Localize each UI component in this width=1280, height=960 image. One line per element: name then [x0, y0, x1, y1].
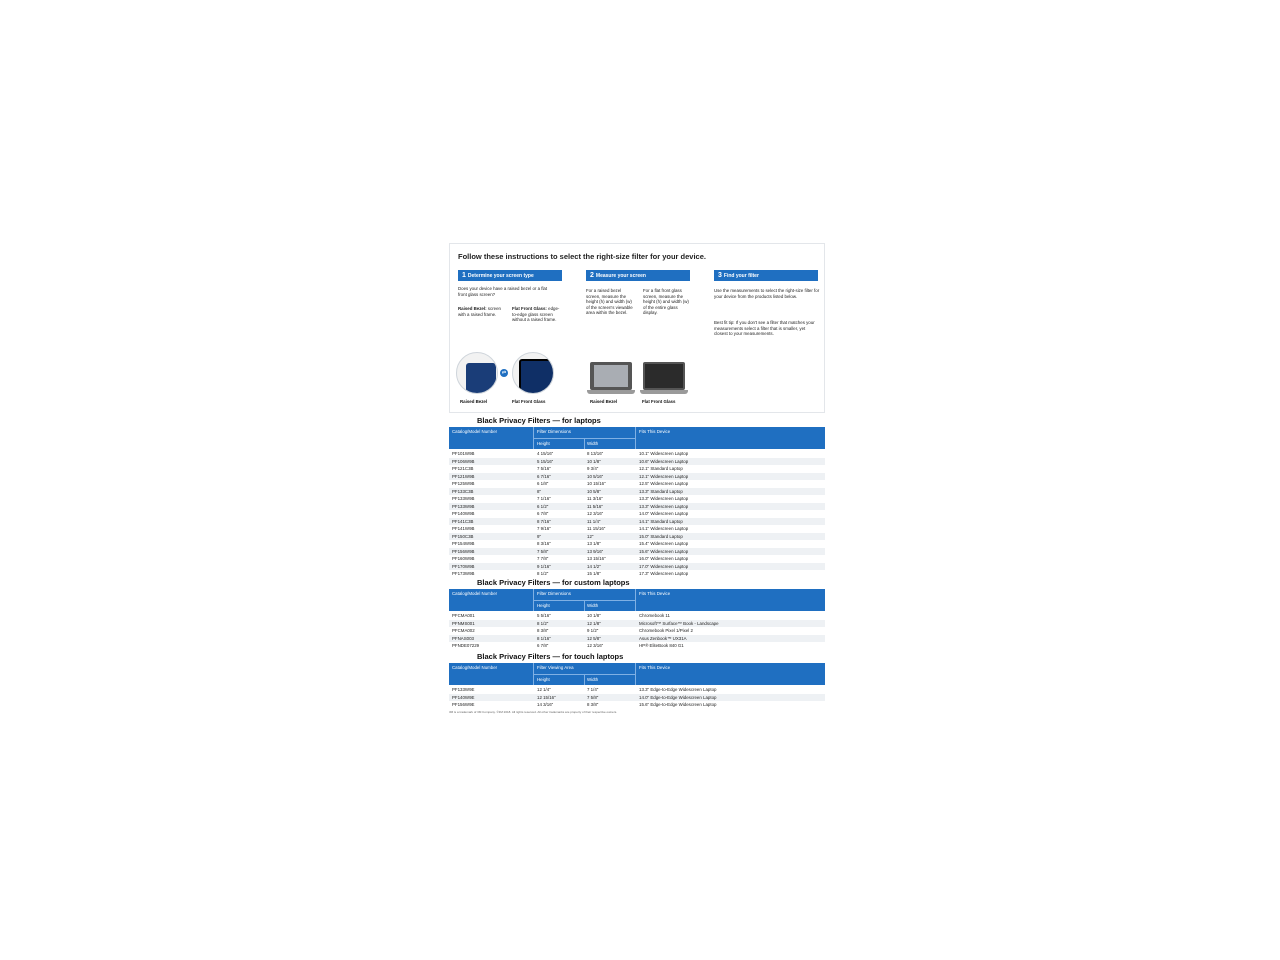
table-row: [449, 642, 825, 650]
height-cell: 7 9/16": [537, 526, 551, 531]
width-cell: 7 1/4": [587, 687, 599, 692]
step-1-question: Does your device have a raised bezel or a flat front glass screen?: [458, 286, 548, 297]
fits-cell: 16.0" Widescreen Laptop: [639, 556, 689, 561]
catalog-cell: PFCMA002: [452, 628, 475, 633]
step-3-bar: 3 Find your filter: [714, 270, 818, 281]
step-3-tip: Best fit tip: If you don't see a filter that matches your measurements select a filter that is smaller, yet closest to your measurements.: [714, 320, 815, 337]
fits-cell: 13.3" Standard Laptop: [639, 488, 683, 494]
fits-cell: Asus Zenbook™ UX31A: [639, 635, 687, 641]
height-cell: 6 1/8": [537, 481, 549, 486]
catalog-cell: PF173W9B: [452, 571, 475, 576]
table-row: [449, 627, 825, 635]
table-row: [449, 495, 825, 503]
catalog-cell: PF121C3B: [452, 466, 474, 471]
width-cell: 13 15/16": [587, 556, 606, 561]
fits-cell: 17.3" Widescreen Laptop: [639, 571, 689, 576]
height-cell: 5 5/16": [537, 613, 551, 618]
width-cell: 10 5/16": [587, 473, 604, 479]
fits-cell: 15.6" Widescreen Laptop: [639, 548, 689, 554]
height-cell: 8 3/8": [537, 628, 549, 633]
width-cell: 9 1/2": [587, 628, 599, 633]
table-touch-title: Black Privacy Filters — for touch laptops: [477, 652, 624, 661]
table-row: [449, 458, 825, 466]
catalog-cell: PF140W9E: [452, 694, 475, 700]
raised-bezel-laptop-image: [590, 362, 632, 398]
table-laptops-title: Black Privacy Filters — for laptops: [477, 416, 601, 425]
height-cell: 8 1/16": [537, 635, 551, 641]
width-cell: 10 15/16": [587, 481, 606, 486]
catalog-cell: PF133W9B: [452, 503, 475, 509]
catalog-cell: PFNMS001: [452, 620, 475, 626]
width-cell: 8 3/8": [587, 702, 599, 707]
width-cell: 7 5/8": [587, 694, 599, 700]
fits-cell: 17.0" Widescreen Laptop: [639, 563, 689, 569]
step-2-flat-text: For a flat front glass screen, measure the height (h) and width (w) of the entire glass display.: [643, 288, 689, 316]
height-cell: 7 5/8": [537, 548, 549, 554]
table-row: [449, 686, 825, 694]
table-row: [449, 570, 825, 578]
height-cell: 6 7/8": [537, 511, 549, 516]
fits-cell: 14.1" Standard Laptop: [639, 518, 683, 524]
swap-icon: ⇄: [501, 370, 507, 376]
table-touch-header: Catalog/Model Number Filter Viewing Area Height Width Fits This Device: [449, 663, 825, 685]
caption-raised-bezel: Raised Bezel: [460, 399, 488, 404]
catalog-cell: PF101W9B: [452, 451, 475, 456]
height-cell: 8 1/2": [537, 620, 549, 626]
instructions-heading: Follow these instructions to select the right-size filter for your device.: [458, 252, 706, 261]
height-cell: 8 7/16": [537, 518, 551, 524]
width-cell: 15 1/8": [587, 571, 601, 576]
catalog-cell: PFNAS003: [452, 635, 474, 641]
table-row: [449, 635, 825, 643]
fits-cell: 12.1" Standard Laptop: [639, 466, 683, 471]
raised-bezel-image: [456, 352, 498, 394]
table-row: [449, 563, 825, 571]
fits-cell: 14.1" Widescreen Laptop: [639, 526, 689, 531]
table-row: [449, 694, 825, 702]
step-1-bar: 1 Determine your screen type: [458, 270, 562, 281]
step-2-raised-text: For a raised bezel screen, measure the height (h) and width (w) of the screen's viewable area within the bezel.: [586, 288, 633, 316]
instructions-card: [449, 243, 825, 413]
flat-glass-laptop-image: [643, 362, 685, 398]
fits-cell: 12.5" Widescreen Laptop: [639, 481, 689, 486]
table-custom-header: Catalog/Model Number Filter Dimensions Height Width Fits This Device: [449, 589, 825, 611]
catalog-cell: PF141W9B: [452, 526, 475, 531]
fits-cell: 10.1" Widescreen Laptop: [639, 451, 689, 456]
fits-cell: 14.0" Edge-to-Edge Widescreen Laptop: [639, 694, 717, 700]
table-row: [449, 503, 825, 511]
width-cell: 12 5/8": [587, 635, 601, 641]
catalog-cell: PFCMA001: [452, 613, 475, 618]
width-cell: 12 3/16": [587, 643, 604, 648]
width-cell: 13 1/8": [587, 541, 601, 546]
height-cell: 9": [537, 533, 542, 539]
catalog-cell: PF133W9E: [452, 687, 475, 692]
fits-cell: HP® EliteBook 840 G1: [639, 643, 684, 648]
table-row: [449, 480, 825, 488]
fits-cell: 15.6" Edge-to-Edge Widescreen Laptop: [639, 702, 717, 707]
width-cell: 11 15/16": [587, 526, 606, 531]
fits-cell: 15.4" Widescreen Laptop: [639, 541, 689, 546]
height-cell: 4 15/16": [537, 451, 554, 456]
table-row: [449, 518, 825, 526]
caption-flat-front-glass: Flat Front Glass: [512, 399, 546, 404]
catalog-cell: PF121W9B: [452, 473, 475, 479]
table-row: [449, 525, 825, 533]
table-row: [449, 510, 825, 518]
width-cell: 10 1/8": [587, 613, 601, 618]
width-cell: 10 5/8": [587, 488, 601, 494]
fits-cell: Chromebook Pixel 1/Pixel 2: [639, 628, 693, 633]
table-row: [449, 701, 825, 709]
catalog-cell: PFNDE07229: [452, 643, 480, 648]
table-row: [449, 488, 825, 496]
table-row: [449, 450, 825, 458]
catalog-cell: PF150C3B: [452, 533, 474, 539]
catalog-cell: PF140W9B: [452, 511, 475, 516]
height-cell: 7 5/16": [537, 466, 551, 471]
width-cell: 10 1/8": [587, 458, 601, 464]
fits-cell: 12.1" Widescreen Laptop: [639, 473, 689, 479]
flat-front-glass-image: [512, 352, 554, 394]
catalog-cell: PF156W9E: [452, 702, 475, 707]
table-laptops-header: Catalog/Model Number Filter Dimensions Height Width Fits This Device: [449, 427, 825, 449]
width-cell: 14 1/2": [587, 563, 601, 569]
width-cell: 9 3/4": [587, 466, 599, 471]
caption-step2-flat: Flat Front Glass: [642, 399, 676, 404]
footer-legal-text: 3M is a trademark of 3M Company. ©3M 2018. All rights reserved. All other trademarks are property of their respective owners.: [449, 710, 618, 714]
table-row: [449, 548, 825, 556]
step-2-bar: 2 Measure your screen: [586, 270, 690, 281]
catalog-cell: PF170W9B: [452, 563, 475, 569]
width-cell: 12": [587, 533, 594, 539]
width-cell: 13 9/16": [587, 548, 604, 554]
height-cell: 9 1/16": [537, 563, 551, 569]
fits-cell: 15.0" Standard Laptop: [639, 533, 683, 539]
fits-cell: Chromebook 11: [639, 613, 670, 618]
table-custom-title: Black Privacy Filters — for custom laptops: [477, 578, 630, 587]
height-cell: 8 3/16": [537, 541, 551, 546]
table-row: [449, 555, 825, 563]
catalog-cell: PF141C3B: [452, 518, 474, 524]
fits-cell: 13.3" Edge-to-Edge Widescreen Laptop: [639, 687, 717, 692]
catalog-cell: PF154W9B: [452, 541, 475, 546]
width-cell: 11 1/4": [587, 518, 601, 524]
table-row: [449, 533, 825, 541]
catalog-cell: PF156W9B: [452, 548, 475, 554]
catalog-cell: PF133W9B: [452, 496, 475, 501]
width-cell: 12 1/8": [587, 620, 601, 626]
fits-cell: 13.3" Widescreen Laptop: [639, 496, 689, 501]
caption-step2-raised: Raised Bezel: [590, 399, 618, 404]
fits-cell: 14.0" Widescreen Laptop: [639, 511, 689, 516]
catalog-cell: PF160W9B: [452, 556, 475, 561]
table-row: [449, 473, 825, 481]
catalog-cell: PF125W9B: [452, 481, 475, 486]
catalog-cell: PF133C3B: [452, 488, 474, 494]
width-cell: 8 13/16": [587, 451, 604, 456]
raised-bezel-description: Raised Bezel: screen with a raised frame.: [458, 306, 501, 317]
table-row: [449, 540, 825, 548]
height-cell: 7 1/16": [537, 496, 551, 501]
catalog-cell: PF106W9B: [452, 458, 475, 464]
height-cell: 7 7/8": [537, 556, 549, 561]
table-row: [449, 620, 825, 628]
height-cell: 12 15/16": [537, 694, 556, 700]
width-cell: 11 3/16": [587, 496, 603, 501]
height-cell: 6 7/8": [537, 643, 549, 648]
height-cell: 14 3/16": [537, 702, 554, 707]
width-cell: 12 3/16": [587, 511, 604, 516]
fits-cell: 10.6" Widescreen Laptop: [639, 458, 689, 464]
height-cell: 6 7/16": [537, 473, 551, 479]
table-row: [449, 465, 825, 473]
height-cell: 5 15/16": [537, 458, 554, 464]
flat-glass-description: Flat Front Glass: edge-to-edge glass screen without a raised frame.: [512, 306, 560, 323]
height-cell: 6 1/2": [537, 503, 549, 509]
height-cell: 8": [537, 488, 542, 494]
step-3-text: Use the measurements to select the right-size filter for your device from the products listed below.: [714, 288, 820, 299]
width-cell: 11 5/16": [587, 503, 603, 509]
fits-cell: Microsoft™ Surface™ Book - Landscape: [639, 620, 719, 626]
fits-cell: 13.3" Widescreen Laptop: [639, 503, 689, 509]
height-cell: 12 1/4": [537, 687, 551, 692]
table-row: [449, 612, 825, 620]
height-cell: 8 1/2": [537, 571, 549, 576]
